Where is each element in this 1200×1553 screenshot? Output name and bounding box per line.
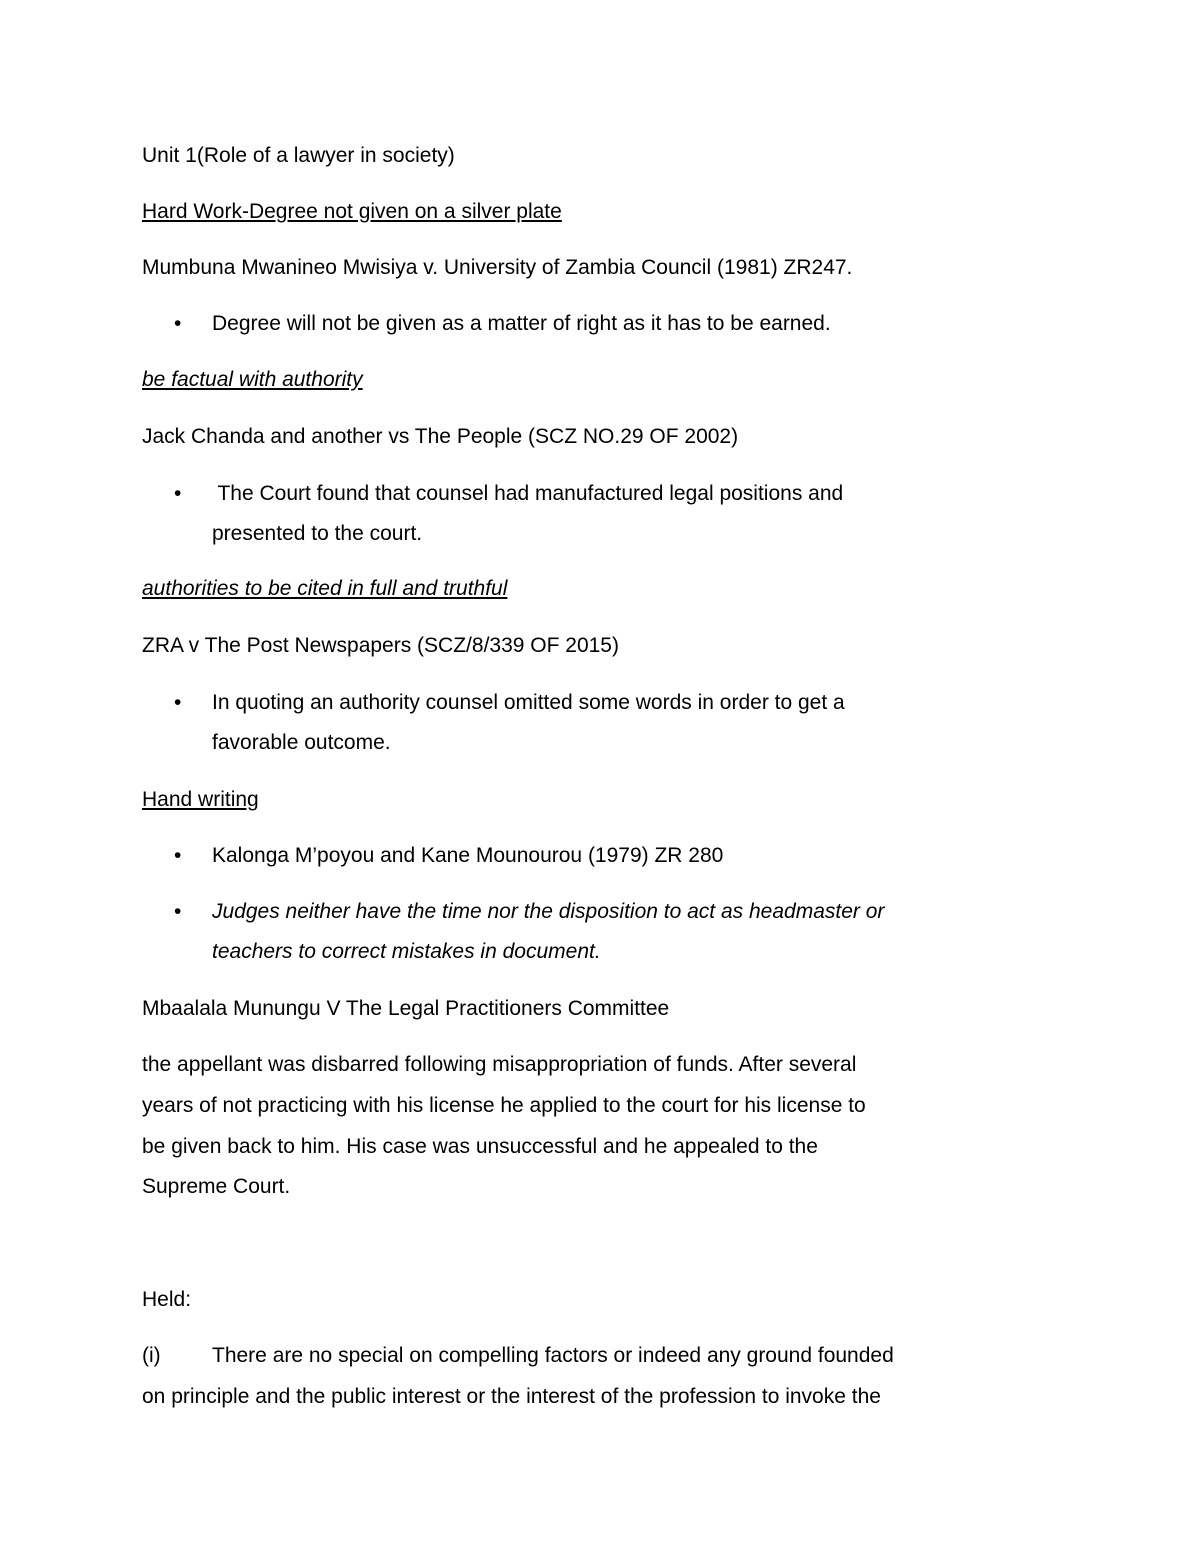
bullet-text-continued: favorable outcome. (212, 731, 391, 754)
unit-title: Unit 1(Role of a lawyer in society) (142, 144, 455, 167)
case-munungu: Mbaalala Munungu V The Legal Practitioners Committee (142, 997, 670, 1020)
paragraph-line: Supreme Court. (142, 1175, 291, 1198)
item-number: (i) (142, 1344, 161, 1367)
bullet-marker: • (174, 482, 182, 505)
paragraph-line: the appellant was disbarred following misappropriation of funds. After several (142, 1053, 857, 1076)
bullet-text: Kalonga M’poyou and Kane Mounourou (1979) ZR 280 (212, 844, 724, 867)
bullet-text: The Court found that counsel had manufactured legal positions and (212, 482, 844, 505)
bullet-marker: • (174, 900, 182, 923)
bullet-text: Degree will not be given as a matter of right as it has to be earned. (212, 312, 831, 335)
bullet-text: In quoting an authority counsel omitted some words in order to get a (212, 691, 845, 714)
case-mwisiya: Mumbuna Mwanineo Mwisiya v. University of Zambia Council (1981) ZR247. (142, 256, 853, 279)
held-label: Held: (142, 1288, 192, 1311)
case-zra: ZRA v The Post Newspapers (SCZ/8/339 OF 2015) (142, 634, 619, 657)
bullet-marker: • (174, 844, 182, 867)
bullet-marker: • (174, 691, 182, 714)
case-chanda: Jack Chanda and another vs The People (SCZ NO.29 OF 2002) (142, 425, 739, 448)
heading-hand-writing: Hand writing (142, 788, 259, 811)
paragraph-line: years of not practicing with his license he applied to the court for his license to (142, 1094, 866, 1117)
heading-factual: be factual with authority (142, 368, 363, 391)
bullet-text-italic: Judges neither have the time nor the disposition to act as headmaster or (212, 900, 885, 923)
heading-hard-work: Hard Work-Degree not given on a silver plate (142, 200, 562, 223)
bullet-text-italic-continued: teachers to correct mistakes in document. (212, 940, 601, 963)
bullet-marker: • (174, 312, 182, 335)
item-text-continued: on principle and the public interest or the interest of the profession to invoke the (142, 1385, 881, 1408)
bullet-text-continued: presented to the court. (212, 522, 423, 545)
item-text: There are no special on compelling factors or indeed any ground founded (212, 1344, 894, 1367)
heading-authorities: authorities to be cited in full and truthful (142, 577, 508, 600)
paragraph-line: be given back to him. His case was unsuccessful and he appealed to the (142, 1135, 818, 1158)
